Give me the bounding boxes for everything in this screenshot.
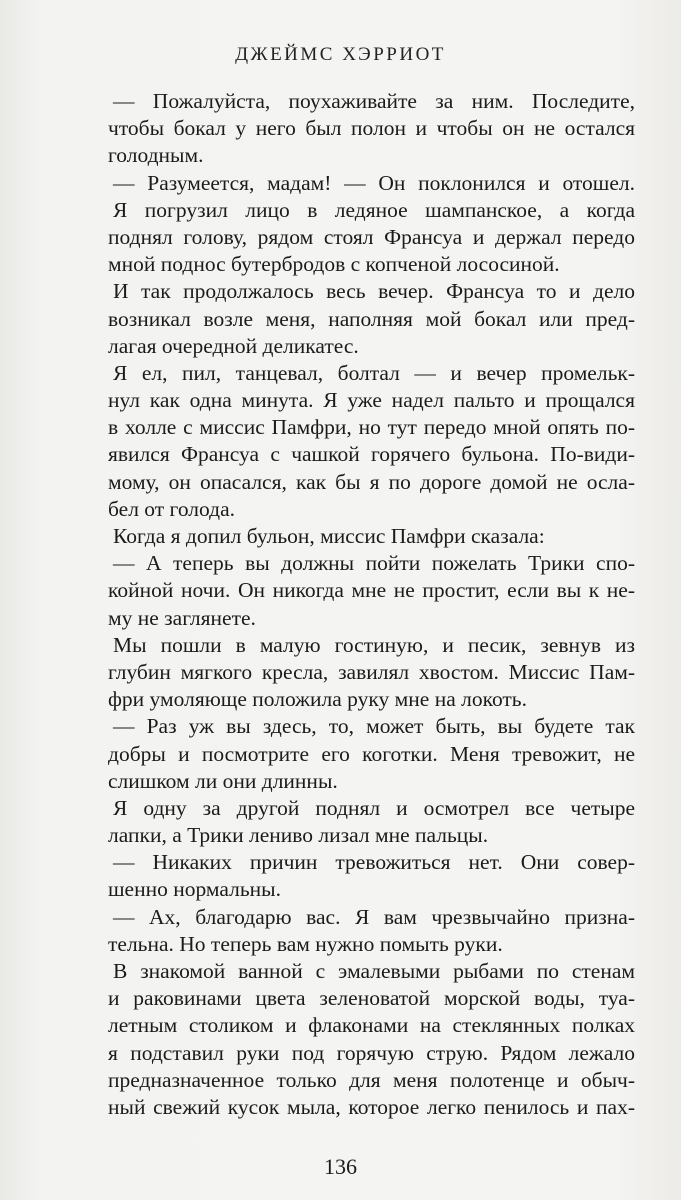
text-line: — Раз уж вы здесь, то, может быть, вы будете так xyxy=(113,714,635,739)
text-line: шенно нормальны. xyxy=(108,877,281,902)
text-line: ный свежий кусок мыла, которое легко пенилось и пах- xyxy=(108,1094,635,1119)
text-line: голодным. xyxy=(108,143,204,168)
text-line: Когда я допил бульон, миссис Памфри сказала: xyxy=(113,524,545,548)
body-text xyxy=(108,88,635,1121)
text-line: — Ах, благодарю вас. Я вам чрезвычайно призна- xyxy=(113,904,635,929)
page-number: 136 xyxy=(324,1154,357,1179)
text-line: нул как одна минута. Я уже надел пальто и прощался xyxy=(108,388,635,413)
text-line: фри умоляюще положила руку мне на локоть. xyxy=(108,687,527,712)
text-line: я подставил руки под горячую струю. Рядом лежало xyxy=(108,1040,635,1065)
text-line: тельна. Но теперь вам нужно помыть руки. xyxy=(108,931,503,956)
text-line: глубин мягкого кресла, завилял хвостом. Миссис Пам- xyxy=(108,659,635,684)
text-line: И так продолжалось весь вечер. Франсуа то и дело xyxy=(113,279,635,304)
text-line: возникал возле меня, наполняя мой бокал или пред- xyxy=(108,306,635,331)
text-line: Я погрузил лицо в ледяное шампанское, а когда xyxy=(113,197,635,222)
running-head: ДЖЕЙМС ХЭРРИОТ xyxy=(235,44,446,65)
text-line: слишком ли они длинны. xyxy=(108,768,338,793)
text-line: явился Франсуа с чашкой горячего бульона. По-види- xyxy=(108,442,635,467)
text-line: мому, он опасался, как бы я по дороге домой не осла- xyxy=(108,469,635,494)
text-line: и раковинами цвета зеленоватой морской воды, туа- xyxy=(108,986,635,1011)
text-line: предназначенное только для меня полотенце и обыч- xyxy=(108,1067,635,1092)
text-line: — Никаких причин тревожиться нет. Они совер- xyxy=(113,850,635,875)
text-line: поднял голову, рядом стоял Франсуа и держал передо xyxy=(108,224,635,249)
text-line: в холле с миссис Памфри, но тут передо мной опять по- xyxy=(108,415,635,440)
text-line: чтобы бокал у него был полон и чтобы он не остался xyxy=(108,116,635,141)
text-line: В знакомой ванной с эмалевыми рыбами по стенам xyxy=(113,959,635,983)
text-line: добры и посмотрите его коготки. Меня тревожит, не xyxy=(108,741,635,766)
text-line: Мы пошли в малую гостиную, и песик, зевнув из xyxy=(113,632,635,657)
text-line: лапки, а Трики лениво лизал мне пальцы. xyxy=(108,823,489,848)
text-line: лагая очередной деликатес. xyxy=(108,333,359,358)
text-line: койной ночи. Он никогда мне не простит, если вы к не- xyxy=(108,578,635,603)
text-line: — Разумеется, мадам! — Он поклонился и отошел. xyxy=(113,170,635,195)
text-line: мной поднос бутербродов с копченой лососиной. xyxy=(108,252,560,277)
text-line: му не заглянете. xyxy=(108,605,256,630)
text-line: — Пожалуйста, поухаживайте за ним. Последите, xyxy=(113,89,635,113)
text-line: Я ел, пил, танцевал, болтал — и вечер промельк- xyxy=(113,360,635,385)
text-line: бел от голода. xyxy=(108,496,236,521)
text-line: летным столиком и флаконами на стеклянных полках xyxy=(108,1013,635,1038)
text-line: Я одну за другой поднял и осмотрел все четыре xyxy=(113,795,635,820)
text-line: — А теперь вы должны пойти пожелать Трики спо- xyxy=(113,551,635,576)
